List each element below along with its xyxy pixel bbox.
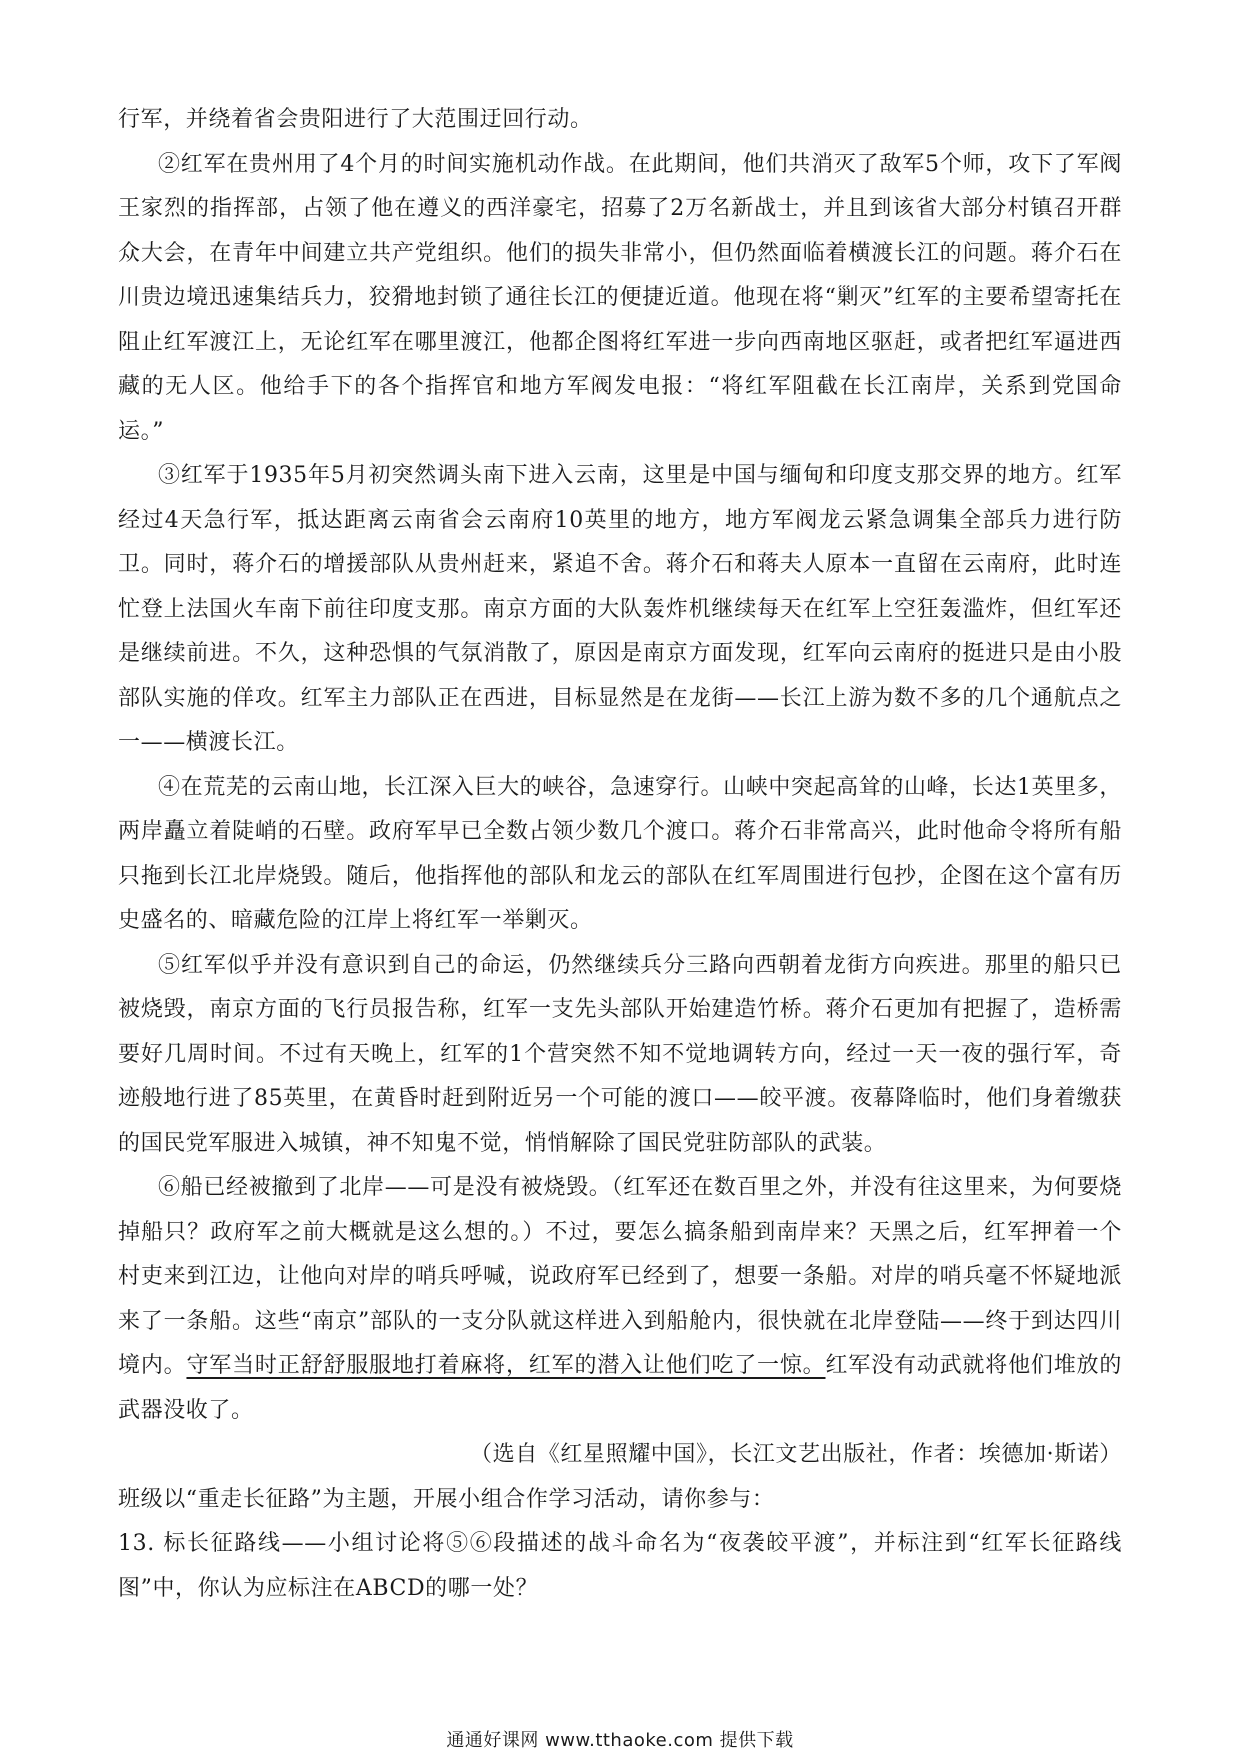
paragraph-6-ending: 红军没有动武就将他们堆放的武器没收了。 <box>118 1353 1122 1423</box>
paragraph-continued: 行军，并绕着省会贵阳进行了大范围迂回行动。 <box>118 107 593 132</box>
paragraph-2: ②红军在贵州用了4个月的时间实施机动作战。在此期间，他们共消灭了敌军5个师，攻下了军阀王家烈的指挥部，占领了他在遵义的西洋豪宅，招募了2万名新战士，并且到该省大部分村镇召开群众大会，在青年中间建立共产党组织。他们的损失非常小，但仍然面临着横渡长江的问题。蒋介石在川贵边境迅速集结兵力，狡猾地封锁了通往长江的便捷近道。他现在将“剿灭”红军的主要希望寄托在阻止红军渡江上，无论红军在哪里渡江，他都企图将红军进一步向西南地区驱赶，或者把红军逼进西藏的无人区。他给手下的各个指挥官和地方军阀发电报：“将红军阻截在长江南岸，关系到党国命运。” <box>118 151 1122 444</box>
paragraph-5: ⑤红军似乎并没有意识到自己的命运，仍然继续兵分三路向西朝着龙街方向疾进。那里的船只已被烧毁，南京方面的飞行员报告称，红军一支先头部队开始建造竹桥。蒋介石更加有把握了，造桥需要好几周时间。不过有天晚上，红军的1个营突然不知不觉地调转方向，经过一天一夜的强行军，奇迹般地行进了85英里，在黄昏时赶到附近另一个可能的渡口——皎平渡。夜幕降临时，他们身着缴获的国民党军服进入城镇，神不知鬼不觉，悄悄解除了国民党驻防部队的武装。 <box>118 952 1122 1156</box>
paragraph-3: ③红军于1935年5月初突然调头南下进入云南，这里是中国与缅甸和印度支那交界的地方。红军经过4天急行军，抵达距离云南省会云南府10英里的地方，地方军阀龙云紧急调集全部兵力进行防卫。同时，蒋介石的增援部队从贵州赶来，紧追不舍。蒋介石和蒋夫人原本一直留在云南府，此时连忙登上法国火车南下前往印度支那。南京方面的大队轰炸机继续每天在红军上空狂轰滥炸，但红军还是继续前进。不久，这种恐惧的气氛消散了，原因是南京方面发现，红军向云南府的挺进只是由小股部队实施的佯攻。红军主力部队正在西进，目标显然是在龙街——长江上游为数不多的几个通航点之一——横渡长江。 <box>118 463 1122 755</box>
source-citation: （选自《红星照耀中国》，长江文艺出版社，作者：埃德加·斯诺） <box>470 1442 1122 1467</box>
paragraph-6-text: ⑥船已经被撤到了北岸——可是没有被烧毁。（红军还在数百里之外，并没有往这里来，为何要烧掉船只？政府军之前大概就是这么想的。）不过，要怎么搞条船到南岸来？天黑之后，红军押着一个村吏来到江边，让他向对岸的哨兵呼喊，说政府军已经到了，想要一条船。对岸的哨兵毫不怀疑地派来了一条船。这些“南京”部队的一支分队就这样进入到船舱内，很快就在北岸登陆——终于到达四川境内。 <box>118 1175 1122 1378</box>
question-13: 13. 标长征路线——小组讨论将⑤⑥段描述的战斗命名为“夜袭皎平渡”，并标注到“红军长征路线图”中，你认为应标注在ABCD的哪一处？ <box>118 1531 1122 1601</box>
article-body <box>118 98 1122 1611</box>
underlined-sentence: 守军当时正舒舒服服地打着麻将，红军的潜入让他们吃了一惊。 <box>186 1353 826 1378</box>
page-footer: 通通好课网 www.tthaoke.com 提供下载 <box>446 1730 794 1751</box>
activity-intro: 班级以“重走长征路”为主题，开展小组合作学习活动，请你参与： <box>118 1486 775 1512</box>
paragraph-6 <box>118 1166 1122 1433</box>
paragraph-4: ④在荒芜的云南山地，长江深入巨大的峡谷，急速穿行。山峡中突起高耸的山峰，长达1英里多，两岸矗立着陡峭的石壁。政府军早已全数占领少数几个渡口。蒋介石非常高兴，此时他命令将所有船只拖到长江北岸烧毁。随后，他指挥他的部队和龙云的部队在红军周围进行包抄，企图在这个富有历史盛名的、暗藏危险的江岸上将红军一举剿灭。 <box>118 774 1122 933</box>
